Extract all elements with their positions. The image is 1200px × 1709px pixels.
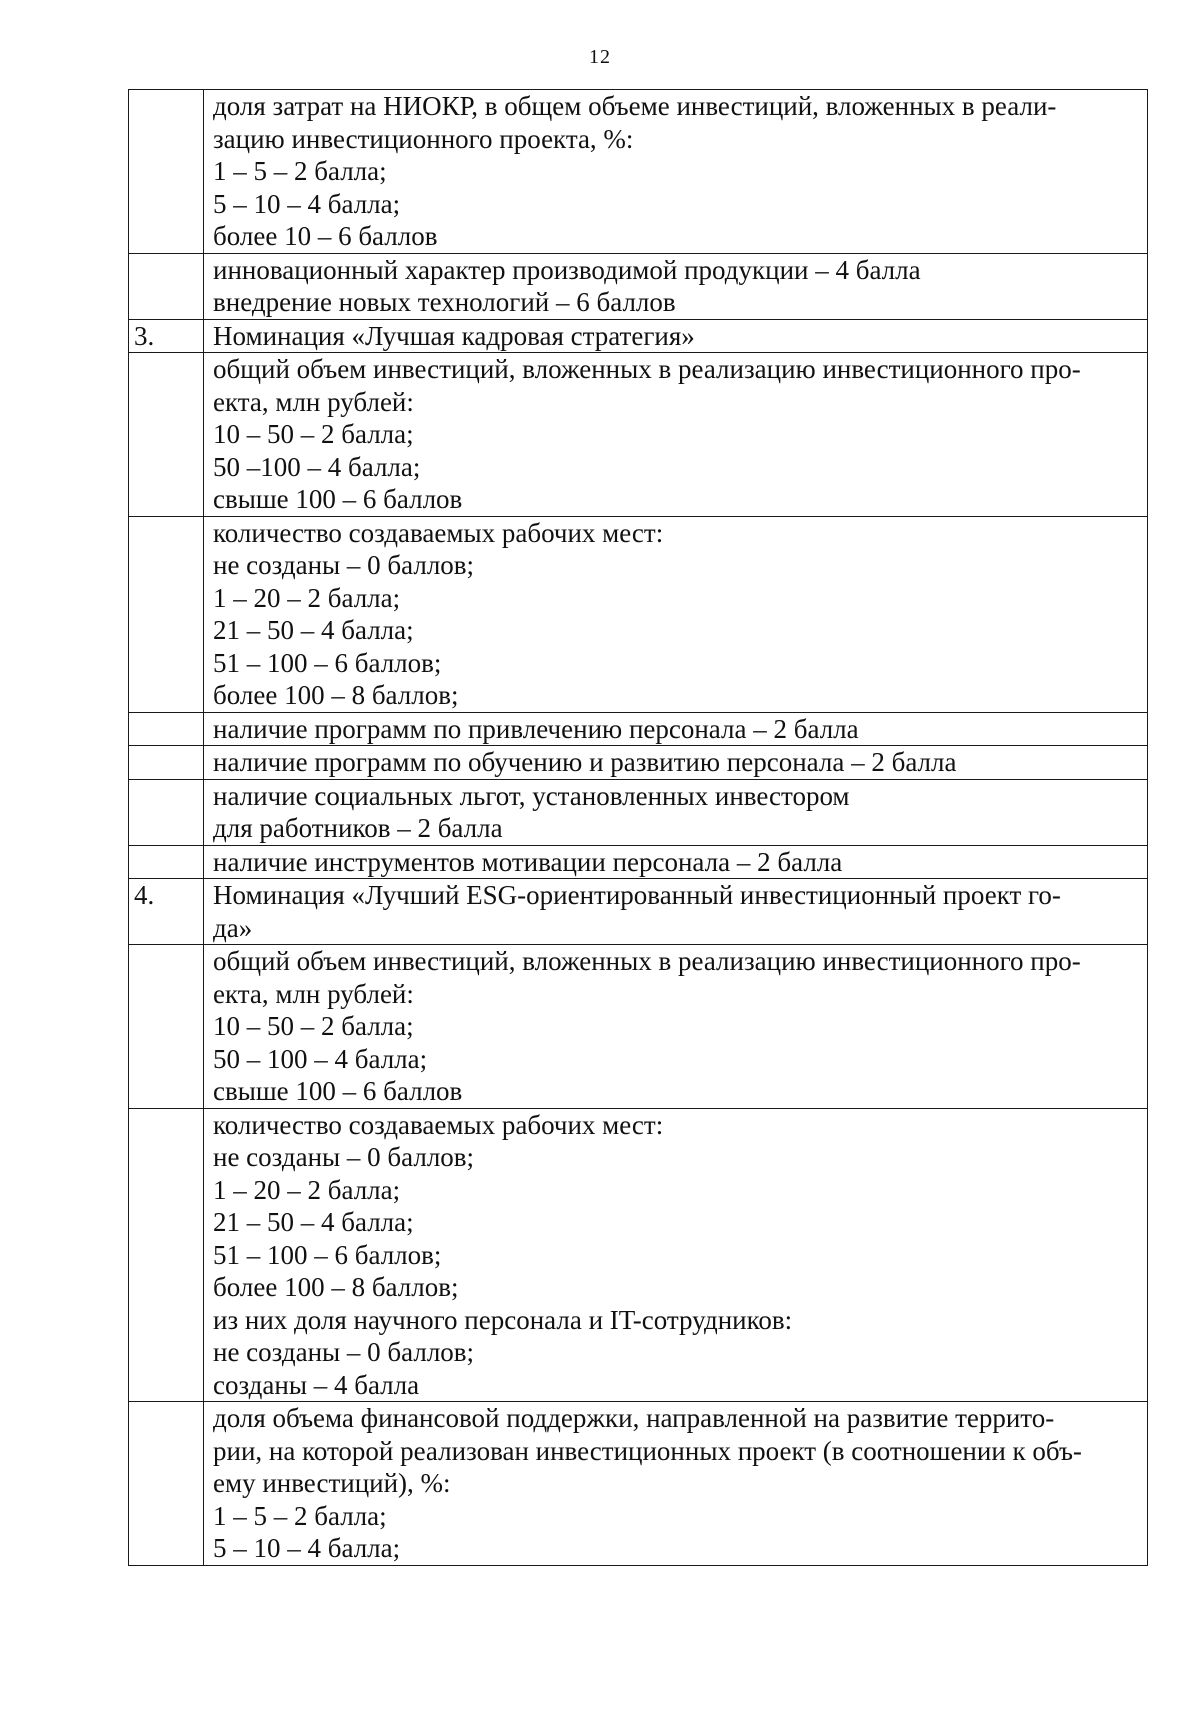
row-number-cell <box>129 845 204 879</box>
criterion-line: из них доля научного персонала и IT-сотрудников: <box>213 1304 793 1335</box>
criterion-line: 50 – 100 – 4 балла; <box>213 1043 428 1074</box>
criterion-text-cell <box>204 516 1148 712</box>
criterion-row <box>129 90 1148 254</box>
criterion-line: 50 –100 – 4 балла; <box>213 451 421 482</box>
row-number-cell <box>129 90 204 254</box>
criterion-line: более 100 – 8 баллов; <box>213 1272 459 1302</box>
criterion-line: для работников – 2 балла <box>213 813 503 843</box>
criterion-text-cell <box>204 90 1148 254</box>
criterion-row <box>129 353 1148 517</box>
criterion-line: 51 – 100 – 6 баллов; <box>213 647 442 678</box>
row-number-cell <box>129 712 204 746</box>
criterion-text-cell <box>204 1402 1148 1566</box>
criterion-line: 5 – 10 – 4 балла; <box>213 1533 401 1563</box>
criteria-table-body <box>129 90 1148 1566</box>
criterion-row <box>129 746 1148 780</box>
criterion-text-cell <box>204 1108 1148 1402</box>
page-number: 12 <box>589 46 611 68</box>
criterion-row <box>129 945 1148 1109</box>
criterion-line: Номинация «Лучший ESG-ориентированный инвестиционный проект го- <box>213 880 1061 910</box>
criterion-line: екта, млн рублей: <box>213 386 414 417</box>
criterion-line: наличие инструментов мотивации персонала – 2 балла <box>213 846 843 877</box>
row-number-cell <box>129 516 204 712</box>
criterion-text-cell <box>204 253 1148 319</box>
criterion-line: ему инвестиций), %: <box>213 1468 451 1498</box>
criterion-line: общий объем инвестиций, вложенных в реализацию инвестиционного про- <box>213 354 1081 384</box>
nomination-row <box>129 879 1148 945</box>
criterion-line: свыше 100 – 6 баллов <box>213 1076 463 1106</box>
criterion-line: количество создаваемых рабочих мест: <box>213 1109 664 1140</box>
criterion-row <box>129 845 1148 879</box>
criterion-line: созданы – 4 балла <box>213 1369 420 1400</box>
criterion-line: Номинация «Лучшая кадровая стратегия» <box>213 320 695 351</box>
criterion-text-cell <box>204 353 1148 517</box>
nomination-title-cell <box>204 319 1148 353</box>
nomination-row <box>129 319 1148 353</box>
criterion-line: 51 – 100 – 6 баллов; <box>213 1239 442 1270</box>
row-number-cell <box>129 945 204 1109</box>
criterion-line: наличие социальных льгот, установленных инвестором <box>213 780 850 811</box>
criterion-line: инновационный характер производимой продукции – 4 балла <box>213 254 921 285</box>
criteria-table <box>128 89 1148 1566</box>
criterion-line: 1 – 20 – 2 балла; <box>213 582 401 613</box>
criterion-line: доля затрат на НИОКР, в общем объеме инвестиций, вложенных в реали- <box>213 91 1057 121</box>
criterion-line: не созданы – 0 баллов; <box>213 1142 475 1172</box>
criterion-text-cell <box>204 746 1148 780</box>
criterion-row <box>129 253 1148 319</box>
criterion-line: рии, на которой реализован инвестиционных проект (в соотношении к объ- <box>213 1435 1082 1466</box>
row-number-cell <box>129 779 204 845</box>
criterion-row <box>129 1108 1148 1402</box>
criterion-line: не созданы – 0 баллов; <box>213 1337 475 1367</box>
criterion-line: наличие программ по обучению и развитию персонала – 2 балла <box>213 747 957 777</box>
row-number-cell <box>129 1108 204 1402</box>
criterion-line: 21 – 50 – 4 балла; <box>213 615 414 645</box>
criterion-line: да» <box>213 912 253 943</box>
criterion-line: более 100 – 8 баллов; <box>213 680 459 710</box>
criterion-text-cell <box>204 779 1148 845</box>
row-number-cell <box>129 746 204 780</box>
criterion-row <box>129 1402 1148 1566</box>
row-number-cell: 4. <box>129 879 204 945</box>
row-number-cell <box>129 353 204 517</box>
criterion-line: 1 – 5 – 2 балла; <box>213 156 387 186</box>
criterion-line: количество создаваемых рабочих мест: <box>213 517 664 548</box>
criterion-line: 21 – 50 – 4 балла; <box>213 1207 414 1237</box>
criterion-line: зацию инвестиционного проекта, %: <box>213 123 634 154</box>
criterion-line: 1 – 5 – 2 балла; <box>213 1500 387 1531</box>
nomination-title-cell <box>204 879 1148 945</box>
row-number-cell <box>129 1402 204 1566</box>
criterion-text-cell <box>204 712 1148 746</box>
criterion-line: более 10 – 6 баллов <box>213 221 438 251</box>
criterion-row <box>129 779 1148 845</box>
criterion-line: доля объема финансовой поддержки, направленной на развитие террито- <box>213 1403 1055 1433</box>
criterion-line: не созданы – 0 баллов; <box>213 550 475 580</box>
criterion-text-cell <box>204 945 1148 1109</box>
criterion-row <box>129 712 1148 746</box>
criterion-line: 10 – 50 – 2 балла; <box>213 1011 414 1041</box>
criterion-line: общий объем инвестиций, вложенных в реализацию инвестиционного про- <box>213 946 1081 976</box>
criterion-line: 5 – 10 – 4 балла; <box>213 188 401 219</box>
criterion-line: екта, млн рублей: <box>213 978 414 1009</box>
criterion-line: 10 – 50 – 2 балла; <box>213 419 414 449</box>
row-number-cell: 3. <box>129 319 204 353</box>
criterion-line: 1 – 20 – 2 балла; <box>213 1174 401 1205</box>
criterion-row <box>129 516 1148 712</box>
row-number-cell <box>129 253 204 319</box>
criterion-line: внедрение новых технологий – 6 баллов <box>213 287 676 317</box>
criterion-text-cell <box>204 845 1148 879</box>
criterion-line: наличие программ по привлечению персонала – 2 балла <box>213 713 859 744</box>
criterion-line: свыше 100 – 6 баллов <box>213 484 463 514</box>
